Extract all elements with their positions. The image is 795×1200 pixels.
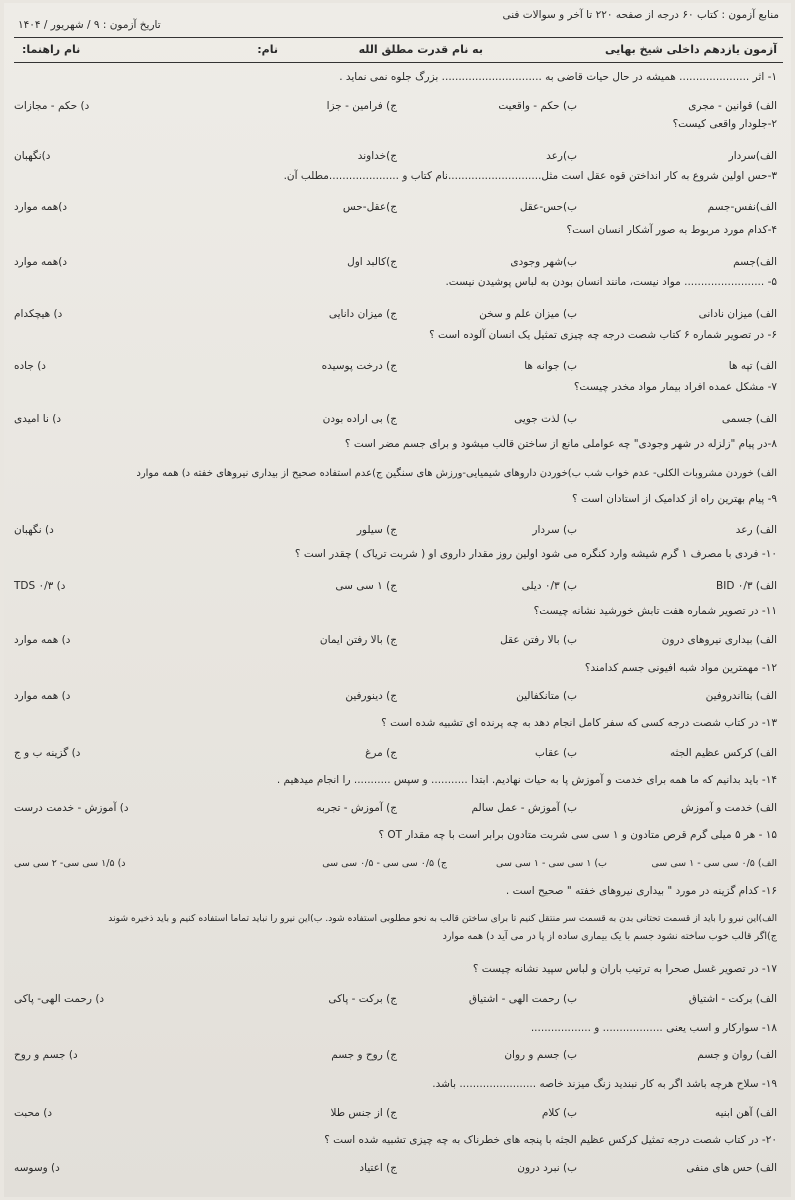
exam-sheet bbox=[4, 3, 791, 1197]
exam-title: آزمون یازدهم داخلی شیخ بهایی bbox=[605, 43, 777, 56]
question-10: ۱۰- فردی با مصرف ۱ گرم شیشه وارد کنگره می شود اولین روز مقدار داروی او ( شربت تریاک ) چقدر است ؟ bbox=[294, 548, 777, 560]
option-d: د) وسوسه bbox=[14, 1162, 60, 1174]
option-c: ج) اعتیاد bbox=[359, 1162, 397, 1174]
option-d: د)همه موارد bbox=[14, 201, 68, 213]
option-b: ب)شهر وجودی bbox=[510, 256, 577, 268]
option-c: ج) فرامین - جزا bbox=[326, 100, 397, 112]
option-d: د) نگهبان bbox=[14, 524, 54, 536]
option-b: ب) ۱ سی سی - ۱ سی سی bbox=[496, 858, 607, 869]
option-d: د) محبت bbox=[14, 1107, 52, 1119]
option-d: د) جسم و روح bbox=[14, 1049, 78, 1061]
exam-sources: منابع آزمون : کتاب ۶۰ درجه از صفحه ۲۲۰ تا آخر و سوالات فنی bbox=[502, 9, 779, 21]
option-a: الف) بیداری نیروهای درون bbox=[661, 634, 777, 646]
option-b: ب) آموزش - عمل سالم bbox=[471, 802, 577, 814]
question-13: ۱۳- در کتاب شصت درجه کسی که سفر کامل انجام دهد به چه پرنده ای تشبیه شده است ؟ bbox=[381, 717, 777, 729]
option-a: الف)نفس-جسم bbox=[707, 201, 777, 213]
option-a: الف) ۰/۵ سی سی - ۱ سی سی bbox=[651, 858, 777, 869]
option-b: ب) عقاب bbox=[535, 747, 577, 759]
option-b: ب) سردار bbox=[532, 524, 577, 536]
option-d: د) نا امیدی bbox=[14, 413, 62, 425]
option-c: ج)عقل-حس bbox=[342, 201, 397, 213]
question-11: ۱۱- در تصویر شماره هفت تابش خورشید نشانه چیست؟ bbox=[533, 605, 777, 617]
option-c: ج)خداوند bbox=[357, 150, 397, 162]
question-8: ۸-در پیام "زلزله در شهر وجودی" چه عواملی مانع از ساختن قالب میشود و برای جسم مضر است ؟ bbox=[344, 438, 777, 450]
option-d: د) همه موارد bbox=[14, 690, 71, 702]
question-19: ۱۹- سلاح هرچه باشد اگر به کار نبندید زنگ میزند خاصه ....................... باشد. bbox=[432, 1078, 777, 1090]
option-d: د)نگهبان bbox=[14, 150, 51, 162]
name-label: نام: bbox=[257, 43, 278, 56]
option-b: ب) رحمت الهی - اشتیاق bbox=[468, 993, 577, 1005]
option-c: ج) از جنس طلا bbox=[330, 1107, 397, 1119]
option-a: الف) میزان نادانی bbox=[698, 308, 777, 320]
option-d: د) TDS ۰/۳ bbox=[14, 580, 66, 592]
option-c: ج) ۱ سی سی bbox=[335, 580, 397, 592]
option-a: الف) BID ۰/۳ bbox=[716, 580, 777, 592]
option-a: الف)جسم bbox=[733, 256, 777, 268]
option-c: ج) برکت - پاکی bbox=[328, 993, 397, 1005]
option-b: ب) بالا رفتن عقل bbox=[500, 634, 577, 646]
options-16-line-2: ج)اگر قالب خوب ساخته نشود جسم با یک بیماری ساده از پا در می آید د) همه موارد bbox=[442, 931, 777, 942]
option-d: د) حکم - مجازات bbox=[14, 100, 90, 112]
option-a: الف) قوانین - مجری bbox=[688, 100, 777, 112]
question-15: ۱۵ - هر ۵ میلی گرم قرص متادون و ۱ سی سی شربت متادون برابر است با چه مقدار OT ؟ bbox=[378, 829, 777, 841]
option-b: ب) نبرد درون bbox=[517, 1162, 577, 1174]
option-d: د) گزینه ب و ج bbox=[14, 747, 81, 759]
options-8: الف) خوردن مشروبات الکلی- عدم خواب شب ب)خوردن داروهای شیمیایی-ورزش های سنگین ج)عدم استفاده صحیح از بیداری نیروهای خفته د) همه موارد bbox=[136, 468, 777, 479]
option-b: ب) لذت جویی bbox=[514, 413, 577, 425]
question-9: ۹- پیام بهترین راه از کدامیک از استادان است ؟ bbox=[572, 493, 777, 505]
question-18: ۱۸- سوارکار و اسب یعنی .................. و .................. bbox=[530, 1022, 777, 1034]
option-a: الف) روان و جسم bbox=[697, 1049, 777, 1061]
question-2: ۲-جلودار واقعی کیست؟ bbox=[672, 118, 777, 130]
question-20: ۲۰- در کتاب شصت درجه تمثیل کرکس عظیم الجثه با پنجه های خطرناک به چه چیزی تشبیه شده است ؟ bbox=[324, 1134, 777, 1146]
option-c: ج) آموزش - تجربه bbox=[316, 802, 397, 814]
option-c: ج) میزان دانایی bbox=[328, 308, 397, 320]
option-b: ب) میزان علم و سخن bbox=[479, 308, 577, 320]
option-a: الف) تپه ها bbox=[728, 360, 777, 372]
option-a: الف) جسمی bbox=[721, 413, 777, 425]
option-c: ج) دینورفین bbox=[345, 690, 397, 702]
option-c: ج)کالبد اول bbox=[347, 256, 397, 268]
option-d: د) آموزش - خدمت درست bbox=[14, 802, 129, 814]
question-4: ۴-کدام مورد مربوط به صور آشکار انسان است؟ bbox=[566, 224, 777, 236]
option-b: ب) حکم - واقعیت bbox=[498, 100, 577, 112]
options-16-line-1: الف)این نیرو را باید از قسمت تحتانی بدن به قسمت سر منتقل کنیم تا برای ساختن قالب به نحو مطلوبی استفاده شود. ب)این نیرو را نباید تماما استفاده کنیم و باید ذخیره شوند bbox=[108, 913, 777, 924]
option-b: ب) متانکفالین bbox=[516, 690, 577, 702]
option-c: ج) روح و جسم bbox=[331, 1049, 397, 1061]
option-a: الف) آهن ابنیه bbox=[714, 1107, 777, 1119]
option-b: ب) جوانه ها bbox=[524, 360, 577, 372]
option-b: ب) جسم و روان bbox=[504, 1049, 577, 1061]
option-d: د) همه موارد bbox=[14, 634, 71, 646]
option-c: ج) درخت پوسیده bbox=[321, 360, 397, 372]
question-14: ۱۴- باید بدانیم که ما همه برای خدمت و آموزش پا به حیات نهادیم. ابتدا ........... و سپس ........... را انجام میدهیم . bbox=[276, 774, 777, 786]
question-12: ۱۲- مهمترین مواد شبه افیونی جسم کدامند؟ bbox=[584, 662, 777, 674]
option-a: الف) کرکس عظیم الجثه bbox=[670, 747, 777, 759]
question-1: ۱- اثر ..................... همیشه در حال حیات قاضی به .............................. بزرگ جلوه نمی نماید . bbox=[339, 71, 777, 83]
option-c: ج) ۰/۵ سی سی - ۰/۵ سی سی bbox=[322, 858, 447, 869]
question-6: ۶- در تصویر شماره ۶ کتاب شصت درجه چه چیزی تمثیل یک انسان آلوده است ؟ bbox=[429, 329, 777, 341]
option-a: الف) بتااندروفین bbox=[705, 690, 777, 702]
question-7: ۷- مشکل عمده افراد بیمار مواد مخدر چیست؟ bbox=[573, 381, 777, 393]
exam-header-bar bbox=[14, 37, 783, 63]
option-b: ب) ۰/۳ دیلی bbox=[521, 580, 577, 592]
basmala: به نام قدرت مطلق الله bbox=[358, 43, 483, 56]
guide-label: نام راهنما: bbox=[22, 43, 81, 56]
question-16: ۱۶- کدام گزینه در مورد " بیداری نیروهای خفته " صحیح است . bbox=[505, 885, 777, 897]
option-c: ج) مرغ bbox=[365, 747, 397, 759]
option-b: ب)حس-عقل bbox=[519, 201, 577, 213]
option-c: ج) بی اراده بودن bbox=[322, 413, 397, 425]
option-d: د) هیچکدام bbox=[14, 308, 63, 320]
question-5: ۵- ........................ مواد نیست، مانند انسان بودن به لباس پوشیدن نیست. bbox=[445, 276, 777, 288]
option-a: الف) خدمت و آموزش bbox=[681, 802, 777, 814]
option-a: الف)سردار bbox=[728, 150, 777, 162]
option-d: د) جاده bbox=[14, 360, 46, 372]
question-17: ۱۷- در تصویر غسل صحرا به ترتیب باران و لباس سپید نشانه چیست ؟ bbox=[472, 963, 777, 975]
question-3: ۳-حس اولین شروع به کار انداختن قوه عقل است مثل............................نام کتاب و .....................مطلب آن. bbox=[283, 170, 777, 182]
option-a: الف) برکت - اشتیاق bbox=[688, 993, 777, 1005]
option-b: ب)رعد bbox=[546, 150, 577, 162]
option-c: ج) بالا رفتن ایمان bbox=[319, 634, 397, 646]
option-b: ب) کلام bbox=[541, 1107, 577, 1119]
option-a: الف) حس های منفی bbox=[686, 1162, 777, 1174]
option-d: د)همه موارد bbox=[14, 256, 68, 268]
option-c: ج) سیلور bbox=[356, 524, 397, 536]
exam-date: تاریخ آزمون : ۹ / شهریور / ۱۴۰۴ bbox=[18, 19, 161, 31]
option-d: د) ۱/۵ سی سی- ۲ سی سی bbox=[14, 858, 126, 869]
option-d: د) رحمت الهی- پاکی bbox=[14, 993, 105, 1005]
option-a: الف) رعد bbox=[735, 524, 777, 536]
